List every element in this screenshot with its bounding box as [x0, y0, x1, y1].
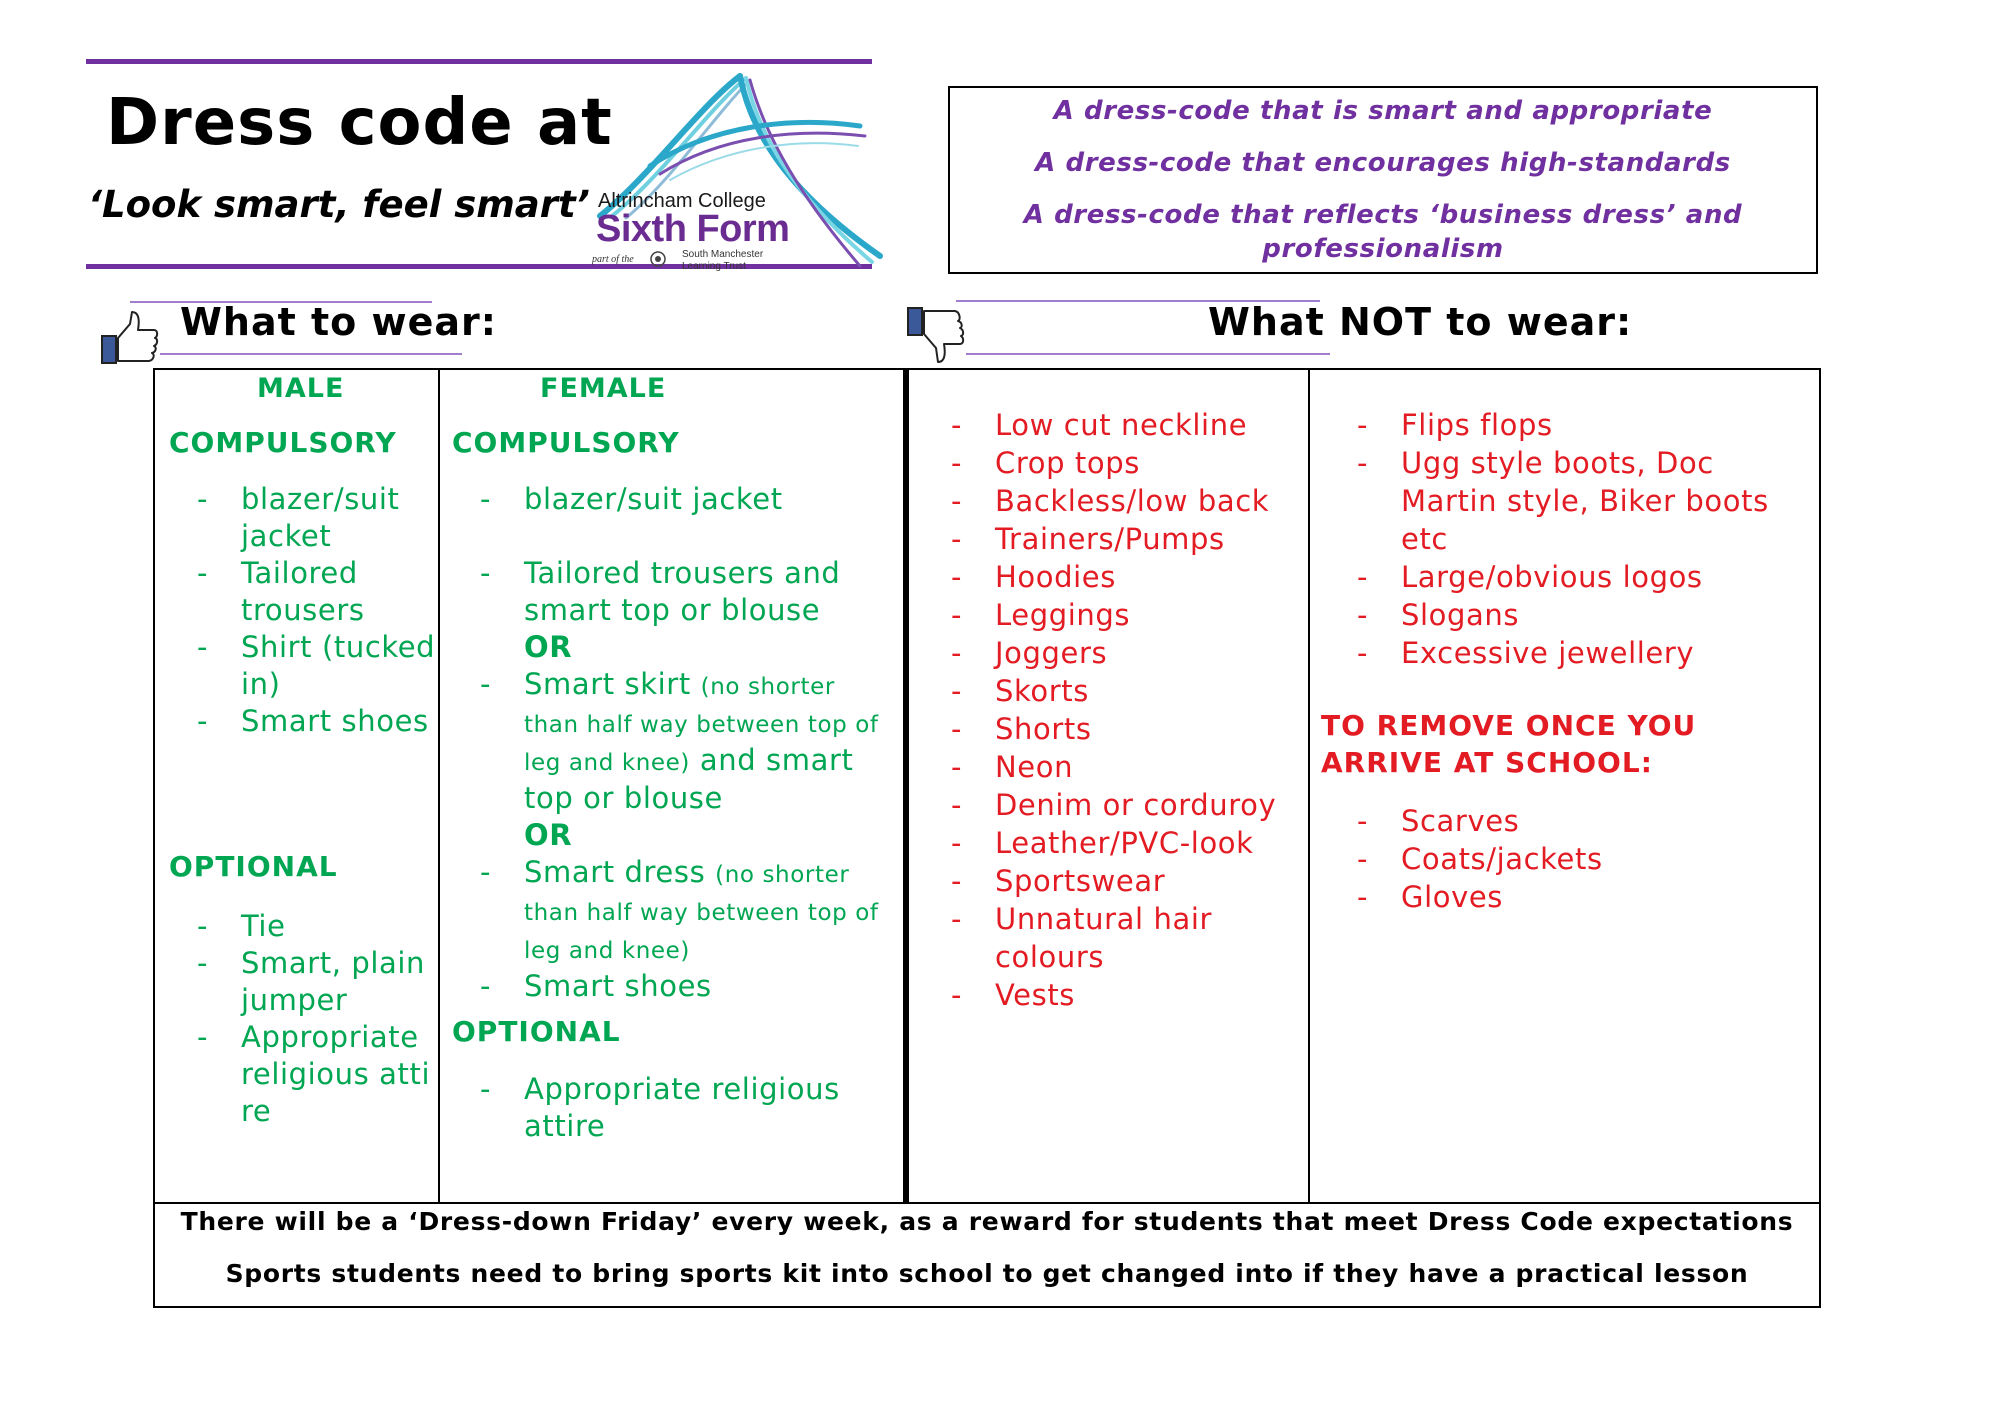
list-item: - Shirt (tucked in): [155, 629, 437, 703]
female-compulsory-list: [438, 481, 893, 1005]
thumbs-up-icon: [100, 306, 160, 366]
male-compulsory-list: [155, 481, 437, 740]
list-item: - Unnatural hair colours: [909, 900, 1307, 976]
list-item: - Denim or corduroy: [909, 786, 1307, 824]
list-item: - blazer/suit jacket: [438, 481, 893, 518]
list-item: - Gloves: [1315, 878, 1815, 916]
footer-dress-down-note: There will be a ‘Dress-down Friday’ every week, as a reward for students that meet Dress Code expectations: [180, 1207, 1794, 1236]
skirt-tail: and smart top or blouse: [524, 743, 854, 815]
skirt-text: Smart skirt: [524, 667, 691, 701]
list-item: - Sportswear: [909, 862, 1307, 900]
dress-text: Smart dress: [524, 855, 706, 889]
female-optional-list: [438, 1071, 893, 1145]
list-item: - Slogans: [1315, 596, 1815, 634]
thumbs-down-icon: [906, 306, 966, 368]
tagline: ‘Look smart, feel smart’: [88, 183, 590, 226]
footer-divider: [155, 1202, 1819, 1204]
male-optional-label: OPTIONAL: [169, 850, 338, 883]
list-item: - Excessive jewellery: [1315, 634, 1815, 672]
remove-heading: TO REMOVE ONCE YOU ARRIVE AT SCHOOL:: [1321, 709, 1697, 779]
what-to-wear-heading: What to wear:: [180, 300, 497, 344]
list-item: - Smart shoes: [438, 968, 893, 1005]
list-item: - Low cut neckline: [909, 406, 1307, 444]
logo-sixth-form: Sixth Form: [596, 208, 790, 250]
logo-part-of: part of the: [592, 254, 634, 265]
heading-rule: [160, 353, 462, 355]
list-item: [438, 854, 893, 968]
aims-box: [948, 86, 1818, 274]
footer-sports-note: Sports students need to bring sports kit into school to get changed into if they have a practical lesson: [225, 1259, 1749, 1288]
list-item: - Crop tops: [909, 444, 1307, 482]
list-item: - Scarves: [1315, 802, 1815, 840]
list-item: - Appropriate religious attire: [155, 1019, 437, 1130]
list-item: - Smart, plain jumper: [155, 945, 437, 1019]
dress-note: (no shorter than half way between top of leg and knee): [524, 862, 879, 964]
list-item: - Leggings: [909, 596, 1307, 634]
list-item: - Trainers/Pumps: [909, 520, 1307, 558]
list-item: - Coats/jackets: [1315, 840, 1815, 878]
header-top-rule: [86, 59, 872, 64]
what-not-to-wear-heading: What NOT to wear:: [1208, 300, 1633, 344]
skirt-note: (no shorter than half way between top of leg and knee): [524, 674, 879, 776]
aim-line: A dress-code that is smart and appropriate: [1053, 96, 1713, 126]
or-label: OR: [524, 818, 573, 852]
male-heading: MALE: [257, 373, 345, 404]
list-item: - Ugg style boots, Doc Martin style, Biker boots etc: [1315, 444, 1815, 558]
aim-line: professionalism: [1262, 234, 1504, 264]
list-item: - Tie: [155, 908, 437, 945]
page-title: Dress code at: [106, 86, 613, 160]
list-item: - Hoodies: [909, 558, 1307, 596]
list-item: - Vests: [909, 976, 1307, 1014]
list-item: - Appropriate religious attire: [438, 1071, 893, 1145]
list-item: - Flips flops: [1315, 406, 1815, 444]
female-compulsory-label: COMPULSORY: [452, 426, 680, 459]
female-optional-label: OPTIONAL: [452, 1015, 621, 1048]
aim-line: A dress-code that reflects ‘business dress’ and: [1023, 200, 1743, 230]
logo-college-name: Altrincham College: [598, 190, 766, 212]
list-item: - Leather/PVC-look: [909, 824, 1307, 862]
remove-list: [1315, 802, 1815, 916]
or-label: OR: [524, 630, 573, 664]
not-wear-list-1: [909, 406, 1307, 1014]
list-item: - Neon: [909, 748, 1307, 786]
list-item: - blazer/suit jacket: [155, 481, 437, 555]
not-wear-list-2: [1315, 406, 1815, 672]
column-divider: [1308, 370, 1310, 1204]
male-optional-list: [155, 908, 437, 1130]
heading-rule: [966, 353, 1330, 355]
dress-code-table: [153, 368, 1821, 1308]
list-item: - Skorts: [909, 672, 1307, 710]
list-item: - Smart shoes: [155, 703, 437, 740]
list-item: [438, 555, 893, 666]
trousers-text: Tailored trousers and smart top or blouse: [524, 556, 841, 627]
list-item: - Tailored trousers: [155, 555, 437, 629]
list-item: - Shorts: [909, 710, 1307, 748]
list-item: [438, 666, 893, 854]
list-item: - Joggers: [909, 634, 1307, 672]
logo-trust-name: South Manchester Learning Trust: [682, 249, 764, 272]
list-item: - Large/obvious logos: [1315, 558, 1815, 596]
list-item: - Backless/low back: [909, 482, 1307, 520]
female-heading: FEMALE: [540, 373, 667, 404]
aim-line: A dress-code that encourages high-standards: [1035, 148, 1731, 178]
male-compulsory-label: COMPULSORY: [169, 426, 397, 459]
